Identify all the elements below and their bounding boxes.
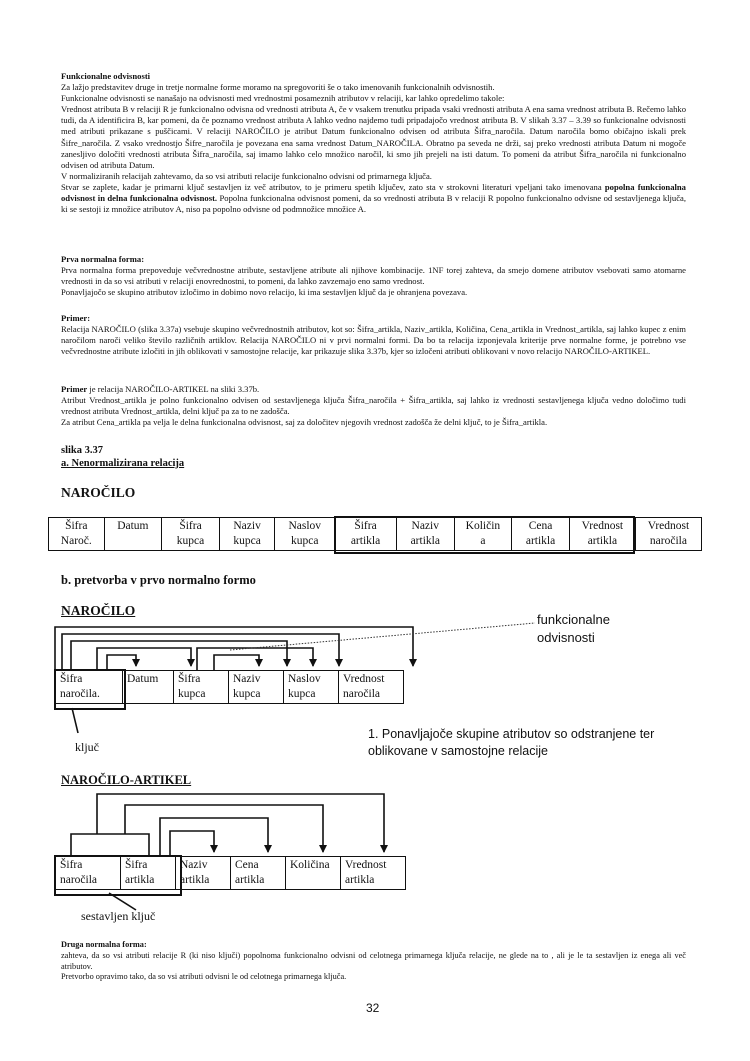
section-second-normal-form (61, 940, 686, 983)
cell-line: Vrednost (345, 859, 387, 871)
cell-line: Šifra (60, 859, 83, 871)
cell-line: a (480, 535, 486, 547)
text: Stvar se zaplete, kadar je primarni ključ sestavljen iz več atributov, to je primeru spetih ključev, zato sta v strokovni literaturi vpeljani tako imenovana (61, 181, 605, 192)
section-title: Druga normalna forma: (61, 940, 147, 949)
arrow-to-naslov-kupca (62, 634, 339, 670)
cell-line: Vrednost (343, 673, 385, 685)
cell-line: naročila (649, 535, 687, 547)
cell-line: Šifra (354, 520, 377, 532)
cell-line: kupca (178, 688, 206, 700)
section-title: Prva normalna forma: (61, 254, 145, 264)
annotation-line: oblikovane v samostojne relacije (368, 744, 548, 758)
paragraph: zahteva, da so vsi atributi relacije R (ki niso ključi) popolnoma funkcionalno odvisni od celotnega primarnega ključa relacije, ne glede na to , ali je le ta sestavljen iz enega ali več atributov. (61, 950, 686, 971)
paragraph: Za lažjo predstavitev druge in tretje normalne forme moramo na spregovoriti še o tako imenovanih funkcionalnih odvisnostih. (61, 82, 495, 93)
cell-line: artikla (525, 535, 556, 547)
annotation-composite-key: sestavljen ključ (81, 909, 156, 923)
cell-line: artikla (235, 874, 265, 886)
text: je relacija NAROČILO-ARTIKEL na sliki 3.37b. (87, 384, 260, 394)
cell-line: Cena (235, 859, 259, 871)
paragraph: Prva normalna forma prepoveduje večvrednostne atribute, sestavljene atribute ali njihove kombinacije. 1NF torej zahteva, da smejo domene atributov vsebovati samo atomarne vrednosti in da so vsi atributi v relaciji enovrednostni, to pomeni, da lahko zavzemajo eno samo vrednost. (61, 265, 686, 287)
page-number: 32 (366, 1001, 380, 1015)
bold-text: Primer (61, 384, 88, 394)
cell-line: naročila (60, 874, 98, 886)
cell-line: Vrednost (647, 520, 690, 532)
cell-line: Naziv (233, 673, 261, 685)
cell-line: Naslov (288, 520, 322, 532)
cell-line: Naziv (180, 859, 208, 871)
cell-line: kupca (288, 688, 316, 700)
paragraph: Za atribut Cena_artikla pa velja le delna funkcionalna odvisnost, saj za določitev njegovih vrednost zadošča že delni ključ, to je Šifra_artikla. (61, 417, 548, 428)
composite-key-leader-line (109, 893, 136, 910)
cell-line: Naziv (411, 520, 439, 532)
cell-line: Naroč. (60, 535, 92, 547)
relation-b1-name: NAROČILO (61, 603, 136, 618)
arrow-to-sifra-kupca (97, 648, 191, 670)
section-title: Funkcionalne odvisnosti (61, 71, 151, 81)
cell-line: kupca (176, 535, 205, 547)
cell-line: kupca (291, 535, 319, 547)
cell-line: artikla (125, 874, 155, 886)
arrow-kupca-to-naziv (214, 655, 259, 670)
composite-key-bracket (71, 834, 149, 856)
cell-line: artikla (587, 535, 618, 547)
figure-caption: slika 3.37 (61, 445, 104, 456)
relation-a-name: NAROČILO (61, 485, 136, 500)
cell-line: Količin (465, 520, 501, 532)
cell-line: Šifra (65, 520, 88, 532)
cell-line: artikla (350, 535, 381, 547)
cell-line: Količina (290, 859, 330, 871)
cell-line: kupca (233, 535, 261, 547)
paragraph: Pretvorbo opravimo tako, da so vsi atributi odvisni le od celotnega primarnega ključa. (61, 972, 347, 982)
cell-line: Naziv (233, 520, 261, 532)
arrow-to-kolicina (125, 805, 323, 852)
paragraph: Ponavljajočo se skupino atributov izločimo in dobimo novo relacijo, ki ima sestavljen ključ da je ohranjena povezava. (61, 287, 468, 298)
cell-line: Šifra (60, 673, 83, 685)
paragraph: Funkcionalne odvisnosti se nanašajo na odvisnosti med vrednostmi posameznih atributov v relaciji, kar lahko opredelimo takole: (61, 93, 505, 104)
cell-line: artikla (180, 874, 210, 886)
cell-line: naročila (343, 688, 381, 700)
cell-line: Šifra (178, 673, 201, 685)
cell-line: Vrednost (581, 520, 624, 532)
figure-part-a-title: a. Nenormalizirana relacija (61, 458, 185, 469)
cell-line: artikla (410, 535, 440, 547)
cell-line: Datum (117, 520, 149, 532)
annotation-line: funkcionalne (537, 612, 610, 627)
cell-line: Naslov (288, 673, 321, 685)
cell-line: Datum (127, 673, 159, 685)
paragraph: Relacija NAROČILO (slika 3.37a) vsebuje skupino večvrednostnih atributov, kot so: Šifra_artikla, Naziv_artikla, Količina, Cena_artikla in Vrednost_artikla, saj lahko kupec z enim naročilom naroči veliko število različnih artiklov. Relacija NAROČILO ni v prvi normalni formi. Da bo ta relacija izponjevala kriterije prve normalne forme, je potrebno vse večvrednostne atribute izločiti in jih oblikovati v samostojne relacije, kar prikazuje slika 3.37b, kjer so izločeni atributi oblikovani v novo relacijo NAROČILO-ARTIKEL. (61, 324, 686, 357)
cell-line: Šifra (125, 859, 148, 871)
paragraph: Vrednost atributa B v relaciji R je funkcionalno odvisna od vrednosti atributa A, če v vsakem trenutku pripada vsaki vrednosti atributa A ena sama vrednost atributa B. Rečemo lahko tudi, da A identificira B, kar pomeni, da če poznamo vrednost atributa A lahko vedno najdemo tudi pripadajočo vrednost atributa B. V slikah 3.37 – 3.39 so funkcionalne odvisnosti med atributi prikazane s puščicami. V relaciji NAROČILO je atribut Datum funkcionalno odvisen od atributa Šifra_naročila. Datum naročila bomo običajno iskali prek Šifre_naročila. Z vsako vrednostjo Šifre_naročila je povezana ena sama vrednost Datum_NAROČILA. Obratno pa seveda ne drži, saj preko vrednosti atributa Datum ni mogoče zanesljivo določiti vrednosti atributa Šifra_naročila, saj imamo lahko celo množico naročil, ki smo jih prejeli na isti datum. To pomeni da atribut Šifra_naročila ni funkcionalno odvisen od atributa Datum. (61, 104, 686, 170)
cell-line: artikla (345, 874, 375, 886)
annotation-line: odvisnosti (537, 630, 595, 645)
arrow-to-vrednost-artikla (97, 794, 384, 852)
section-title: Primer: (61, 313, 91, 323)
annotation-line: 1. Ponavljajoče skupine atributov so odstranjene ter (368, 727, 655, 741)
paragraph: Atribut Vrednost_artikla je polno funkcionalno odvisen od sestavljenega ključa Šifra_naročila + Šifra_artikla, saj lahko iz vrednosti sestavljenega ključa vedno določimo tudi vrednost atributa Vrednost_artikla, delni ključ pa za to ne zadošča. (61, 395, 686, 417)
arrow-to-datum (107, 655, 136, 670)
cell-line: kupca (233, 688, 261, 700)
cell-line: naročila. (60, 688, 100, 700)
arrow-to-naziv-artikla (170, 831, 214, 856)
cell-line: Cena (528, 520, 553, 532)
figure-part-b-title: b. pretvorba v prvo normalno formo (61, 573, 256, 587)
relation-b2-name: NAROČILO-ARTIKEL (61, 773, 192, 787)
annotation-key: ključ (75, 740, 99, 754)
bold-text: popolna funkcionalna odvisnost in delna funkcionalna odvisnost. (61, 181, 686, 204)
paragraph: V normaliziranih relacijah zahtevamo, da so vsi atributi relacije funkcionalno odvisni od primarnega ključa. (61, 170, 432, 181)
key-leader-line (72, 708, 78, 733)
text: Popolna funkcionalna odvisnost pomeni, da so vrednosti atributa B v relaciji R popolno funkcionalno odvisne od sestavljenega ključa, ki se sestoji iz množice atributov A, niso pa popolno odvisne od podmnožice množice A. (61, 193, 686, 215)
cell-line: Šifra (179, 520, 202, 532)
